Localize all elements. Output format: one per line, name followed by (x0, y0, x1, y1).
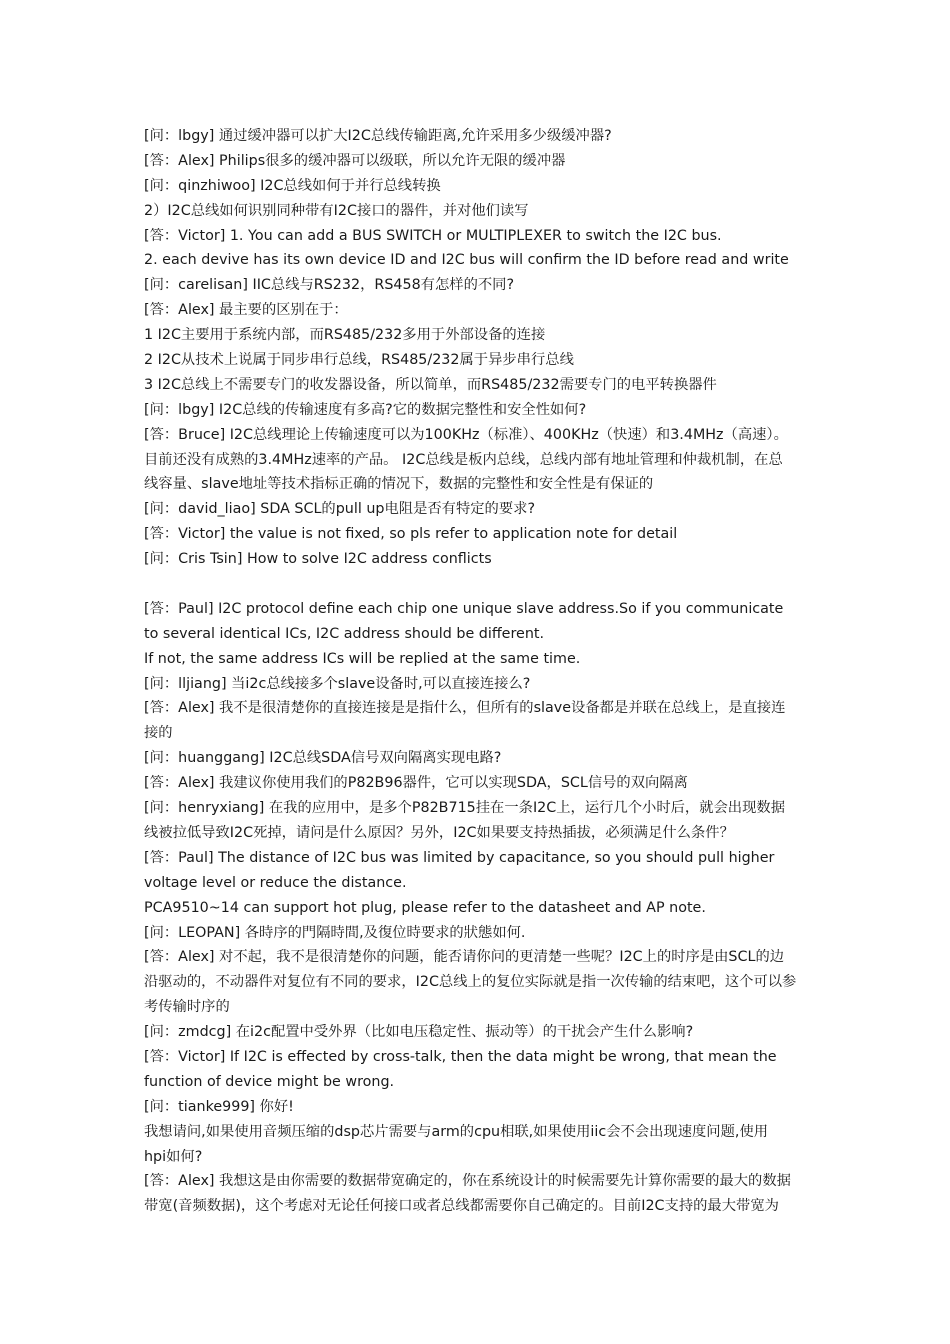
text-line: voltage level or reduce the distance. (144, 874, 407, 891)
text-line: [答：Alex] 我不是很清楚你的直接连接是是指什么，但所有的slave设备都是并联在总线上，是直接连 (144, 700, 786, 717)
text-line: [答：Paul] The distance of I2C bus was limited by capacitance, so you should pull higher (144, 849, 775, 866)
text-line: 接的 (144, 725, 173, 742)
text-line: [答：Alex] 最主要的区别在于： (144, 302, 348, 319)
text-line: 线被拉低导致I2C死掉，请问是什么原因？另外，I2C如果要支持热插拔，必须满足什么条件？ (144, 824, 734, 841)
document-body (144, 124, 824, 1219)
text-line: [问：david_liao] SDA SCL的pull up电阻是否有特定的要求? (144, 501, 536, 518)
text-line: function of device might be wrong. (144, 1073, 395, 1090)
text-line: hpi如何? (144, 1148, 203, 1165)
text-line: [答：Victor] If I2C is effected by cross-talk, then the data might be wrong, that mean the (144, 1048, 777, 1065)
text-line: [问：huanggang] I2C总线SDA信号双向隔离实现电路? (144, 750, 502, 767)
text-line: [问：henryxiang] 在我的应用中，是多个P82B715挂在一条I2C上，运行几个小时后，就会出现数据 (144, 800, 785, 817)
text-line: 我想请问,如果使用音频压缩的dsp芯片需要与arm的cpu相联,如果使用iic会不会出现速度问题,使用 (144, 1123, 769, 1140)
text-line: 考传输时序的 (144, 999, 230, 1016)
text-line: 沿驱动的，不动器件对复位有不同的要求，I2C总线上的复位实际就是指一次传输的结束吧，这个可以参 (144, 974, 797, 991)
text-line: [问：carelisan] IIC总线与RS232，RS458有怎样的不同? (144, 277, 515, 294)
text-line: [答：Paul] I2C protocol define each chip one unique slave address.So if you communicate (144, 600, 784, 617)
text-line: [问：lbgy] I2C总线的传输速度有多高?它的数据完整性和安全性如何? (144, 401, 587, 418)
text-line: [问：zmdcg] 在i2c配置中受外界（比如电压稳定性、振动等）的干扰会产生什么影响? (144, 1024, 694, 1041)
text-line: [答：Alex] 对不起，我不是很清楚你的问题，能否请你问的更清楚一些呢？I2C上的时序是由SCL的边 (144, 949, 785, 966)
text-line: [答：Alex] Philips很多的缓冲器可以级联，所以允许无限的缓冲器 (144, 152, 566, 169)
text-line: [答：Bruce] I2C总线理论上传输速度可以为100KHz（标准）、400KHz（快速）和3.4MHz（高速）。 (144, 426, 788, 443)
text-line: [问：lljiang] 当i2c总线接多个slave设备时,可以直接连接么? (144, 675, 531, 692)
blank-line (144, 572, 824, 597)
text-line: [问：Cris Tsin] How to solve I2C address conflicts (144, 551, 492, 568)
text-line: [答：Victor] 1. You can add a BUS SWITCH or MULTIPLEXER to switch the I2C bus. (144, 227, 722, 244)
text-line: 目前还没有成熟的3.4MHz速率的产品。 I2C总线是板内总线，总线内部有地址管理和仲裁机制，在总 (144, 451, 783, 468)
text-line: [问：LEOPAN] 各時序的門隔時間,及復位時要求的狀態如何. (144, 924, 526, 941)
text-line: 2. each devive has its own device ID and I2C bus will confirm the ID before read and write (144, 252, 789, 269)
text-line: [问：lbgy] 通过缓冲器可以扩大I2C总线传输距离,允许采用多少级缓冲器? (144, 128, 612, 144)
text-line: [答：Alex] 我建议你使用我们的P82B96器件，它可以实现SDA，SCL信号的双向隔离 (144, 775, 688, 792)
text-line: 带宽(音频数据)，这个考虑对无论任何接口或者总线都需要你自己确定的。目前I2C支持的最大带宽为 (144, 1198, 779, 1215)
text-line: [答：Alex] 我想这是由你需要的数据带宽确定的，你在系统设计的时候需要先计算你需要的最大的数据 (144, 1173, 791, 1190)
text-line: PCA9510~14 can support hot plug, please refer to the datasheet and AP note. (144, 899, 706, 916)
text-line: 3 I2C总线上不需要专门的收发器设备，所以简单，而RS485/232需要专门的电平转换器件 (144, 376, 717, 393)
text-line: 2）I2C总线如何识别同种带有I2C接口的器件，并对他们读写 (144, 202, 529, 219)
text-line: 线容量、slave地址等技术指标正确的情况下，数据的完整性和安全性是有保证的 (144, 476, 654, 493)
text-line: [答：Victor] the value is not fixed, so pls refer to application note for detail (144, 526, 678, 543)
text-line: [问：tianke999] 你好! (144, 1098, 294, 1115)
text-line: to several identical ICs, I2C address should be different. (144, 625, 545, 642)
text-line: 2 I2C从技术上说属于同步串行总线，RS485/232属于异步串行总线 (144, 352, 574, 369)
text-line: [问：qinzhiwoo] I2C总线如何于并行总线转换 (144, 177, 441, 194)
text-line: 1 I2C主要用于系统内部，而RS485/232多用于外部设备的连接 (144, 327, 546, 344)
text-line: If not, the same address ICs will be replied at the same time. (144, 650, 581, 667)
